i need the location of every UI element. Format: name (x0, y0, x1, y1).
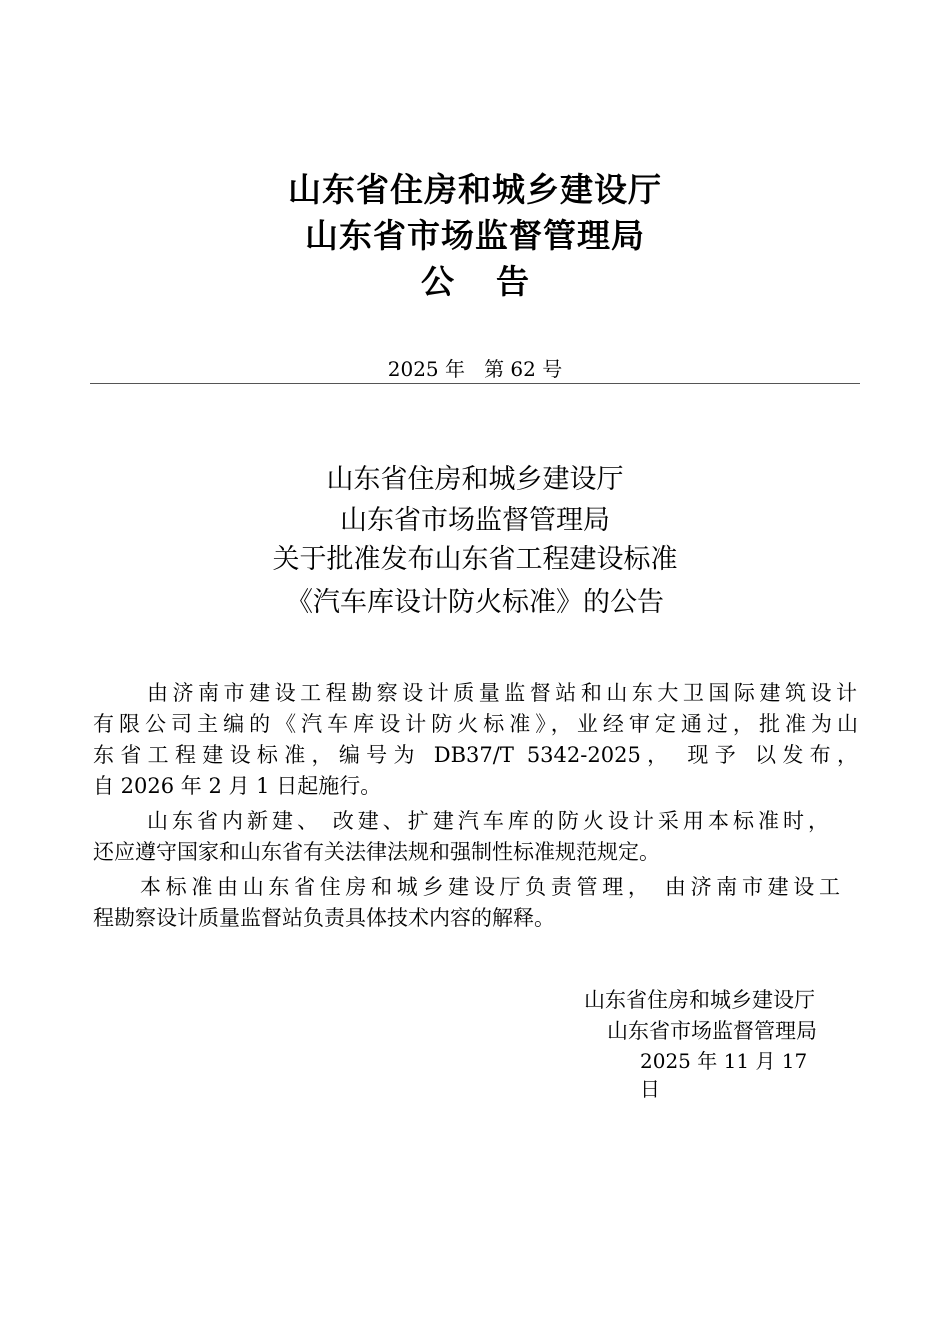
signature-org-market-bureau: 山东省市场监督管理局 (607, 1019, 817, 1043)
signature-date: 2025 年 11 月 17 (640, 1049, 808, 1073)
body-line: 由济南市建设工程勘察设计质量监督站和山东大卫国际建筑设计 (147, 681, 857, 705)
notice-title-line: 关于批准发布山东省工程建设标准 (272, 544, 678, 575)
notice-title-line: 《汽车库设计防火标准》的公告 (286, 587, 664, 618)
header-title-market-bureau: 山东省市场监督管理局 (305, 216, 645, 255)
body-line: 东省工程建设标准，编号为 DB37/T 5342-2025， 现予 以发布， (93, 743, 858, 767)
header-divider (90, 383, 860, 384)
body-line: 还应遵守国家和山东省有关法律法规和强制性标准规范规定。 (93, 840, 660, 864)
notice-title-line: 山东省市场监督管理局 (340, 505, 610, 536)
body-line: 自 2026 年 2 月 1 日起施行。 (93, 774, 382, 798)
notice-title-line: 山东省住房和城乡建设厅 (326, 464, 624, 495)
header-title-housing-department: 山东省住房和城乡建设厅 (288, 170, 662, 209)
body-line: 山东省内新建、 改建、扩建汽车库的防火设计采用本标准时， (147, 809, 829, 833)
header-title-announcement: 公告 (421, 262, 571, 301)
body-line: 本标准由山东省住房和城乡建设厅负责管理， 由济南市建设工 (140, 875, 840, 899)
body-line: 程勘察设计质量监督站负责具体技术内容的解释。 (93, 906, 555, 930)
signature-org-housing-department: 山东省住房和城乡建设厅 (584, 988, 815, 1012)
document-number: 2025 年 第 62 号 (387, 357, 563, 381)
signature-date-day-suffix: 日 (640, 1077, 660, 1101)
body-line: 有限公司主编的《汽车库设计防火标准》，业经审定通过，批准为山 (93, 712, 858, 736)
